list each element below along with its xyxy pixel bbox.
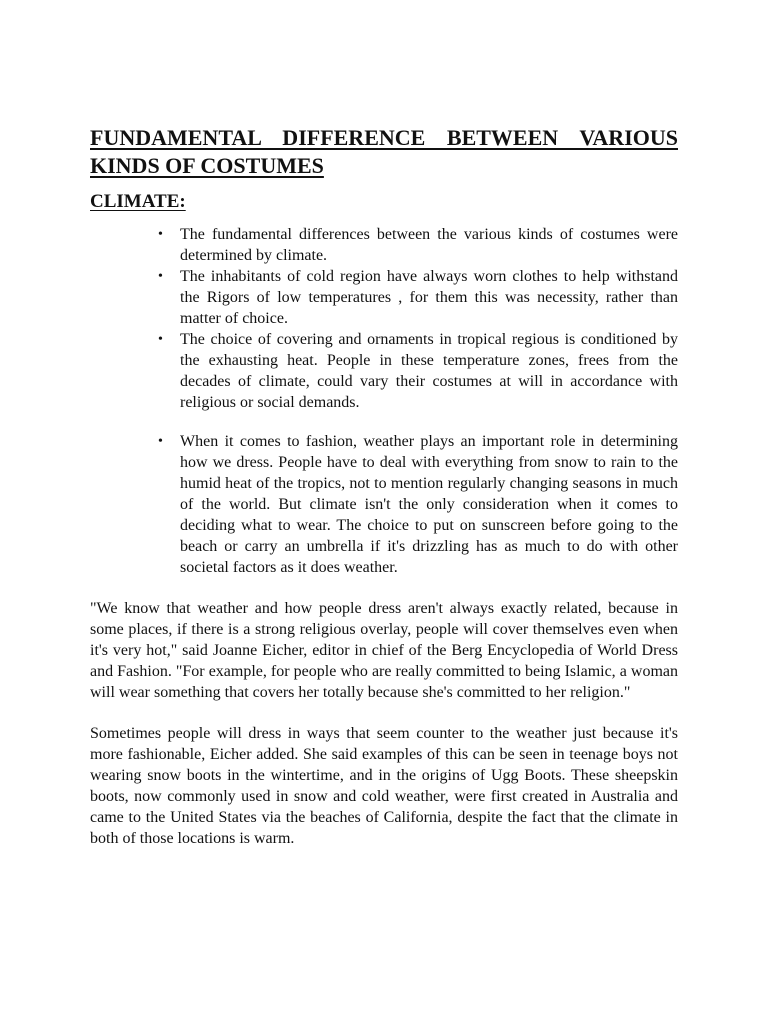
bullet-dot-icon: • [158, 332, 163, 347]
bullet-text: The fundamental differences between the various kinds of costumes were determined by climate. [180, 226, 678, 264]
section-heading-climate: CLIMATE: [90, 191, 186, 212]
bullet-text: The choice of covering and ornaments in tropical regious is conditioned by the exhausting heat. People in these temperature zones, frees from the decades of climate, could vary their costumes at will in accordance with religious or social demands. [180, 331, 678, 411]
bullet-text: When it comes to fashion, weather plays an important role in determining how we dress. People have to deal with everything from snow to rain to the humid heat of the tropics, not to mention regularly changing seasons in much of the world. But climate isn't the only consideration when it comes to deciding what to wear. The choice to put on sunscreen before going to the beach or carry an umbrella if it's drizzling has as much to do with other societal factors as it does weather. [180, 433, 678, 576]
bullet-text: The inhabitants of cold region have always worn clothes to help withstand the Rigors of low temperatures , for them this was necessity, rather than matter of choice. [180, 268, 678, 327]
document-page [90, 124, 678, 849]
body-paragraph: Sometimes people will dress in ways that seem counter to the weather just because it's more fashionable, Eicher added. She said examples of this can be seen in teenage boys not wearing snow boots in the wintertime, and in the origins of Ugg Boots. These sheepskin boots, now commonly used in snow and cold weather, were first created in Australia and came to the United States via the beaches of California, despite the fact that the climate in both of those locations is warm. [90, 725, 678, 847]
bullet-dot-icon: • [158, 434, 163, 449]
bullet-item [90, 224, 678, 266]
bullet-dot-icon: • [158, 227, 163, 242]
bullet-dot-icon: • [158, 269, 163, 284]
bullet-item [90, 431, 678, 578]
document-title: FUNDAMENTAL DIFFERENCE BETWEEN VARIOUS KINDS OF COSTUMES [90, 125, 678, 178]
climate-bullet-list [90, 224, 678, 578]
quote-paragraph: "We know that weather and how people dress aren't always exactly related, because in some places, if there is a strong religious overlay, people will cover themselves even when it's very hot," said Joanne Eicher, editor in chief of the Berg Encyclopedia of World Dress and Fashion. "For example, for people who are really committed to being Islamic, a woman will wear something that covers her totally because she's committed to her religion." [90, 600, 678, 701]
bullet-item [90, 266, 678, 329]
bullet-item [90, 329, 678, 413]
